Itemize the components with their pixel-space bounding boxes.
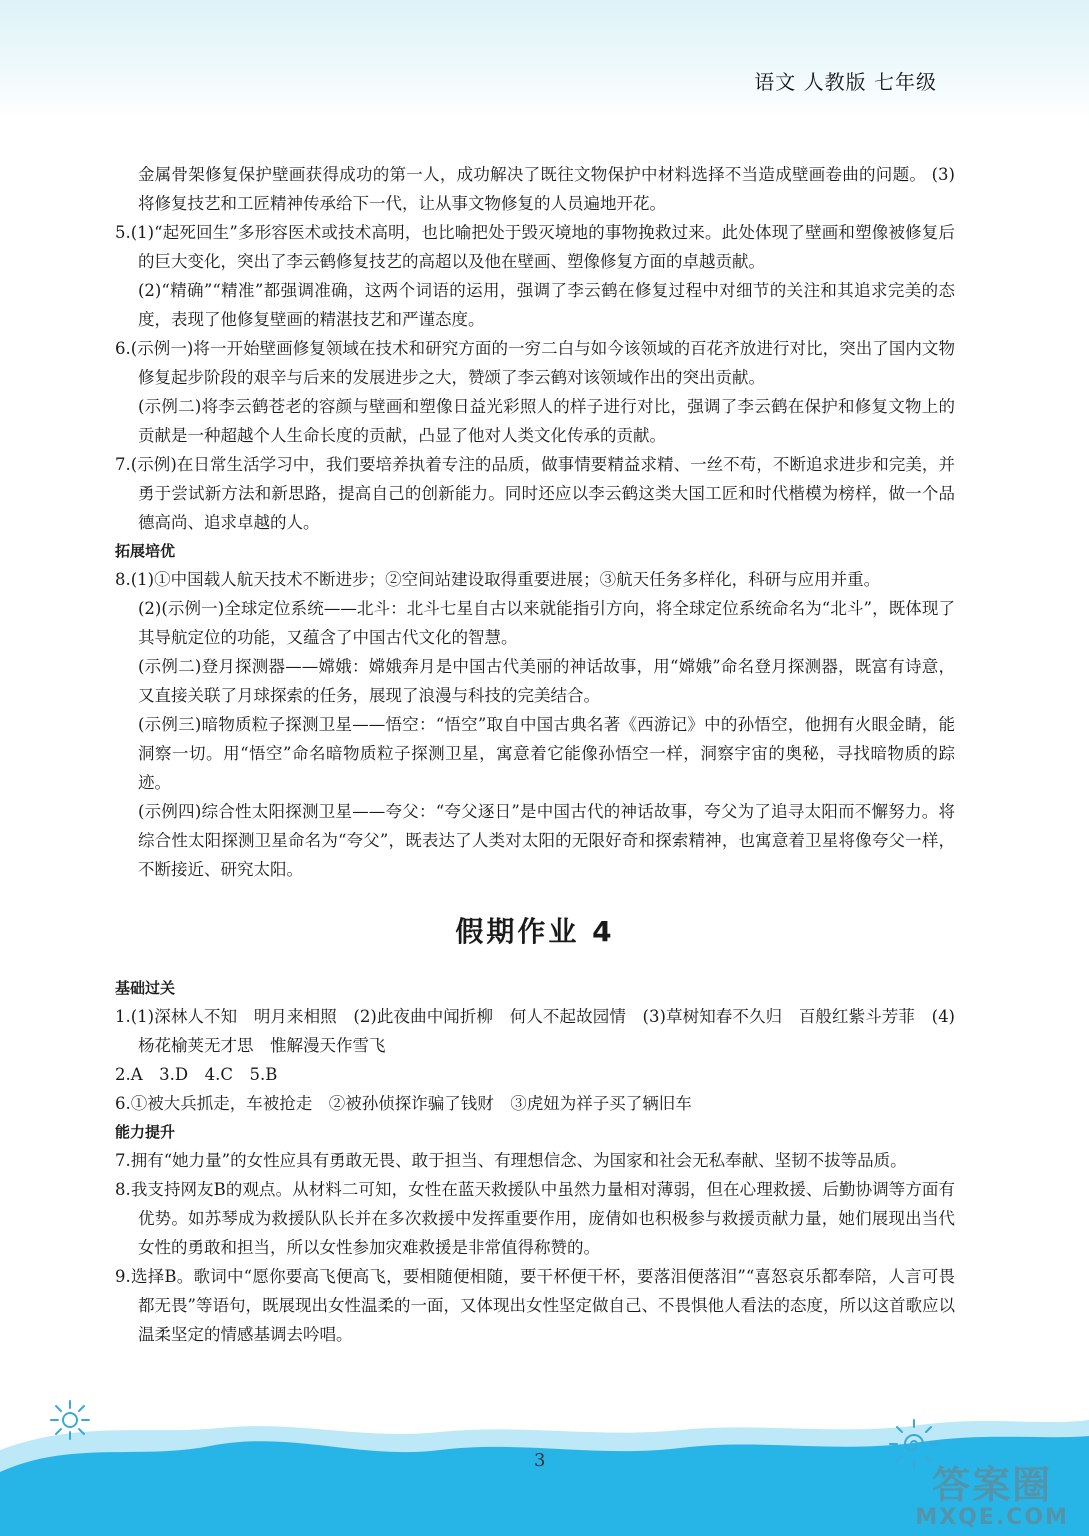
page-number: 3 [534, 1450, 546, 1471]
watermark-sub: MXQE.COM [915, 1505, 1069, 1530]
answer-q7: 7.(示例)在日常生活学习中，我们要培养执着专注的品质，做事情要精益求精、一丝不苟，不断追求进步和完美，并勇于尝试新方法和新思路，提高自己的创新能力。同时还应以李云鹤这类大国工匠和时代楷模为榜样，做一个品德高尚、追求卓越的人。 [115, 455, 955, 532]
answer-q6-2: (示例二)将李云鹤苍老的容颜与壁画和塑像日益光彩照人的样子进行对比，强调了李云鹤在保护和修复文物上的贡献是一种超越个人生命长度的贡献，凸显了他对人类文化传承的贡献。 [138, 397, 955, 445]
answer-h4-q7: 7.拥有“她力量”的女性应具有勇敢无畏、敢于担当、有理想信念、为国家和社会无私奉献、坚韧不拔等品质。 [115, 1151, 907, 1170]
watermark-main: 答案圈 [932, 1463, 1053, 1507]
answer-continuation: 金属骨架修复保护壁画获得成功的第一人，成功解决了既往文物保护中材料选择不当造成壁画卷曲的问题。 (3)将修复技艺和工匠精神传承给下一代，让从事文物修复的人员遍地开花。 [138, 165, 955, 213]
answer-q8-4: (示例三)暗物质粒子探测卫星——悟空：“悟空”取自中国古典名著《西游记》中的孙悟空，他拥有火眼金睛，能洞察一切。用“悟空”命名暗物质粒子探测卫星，寓意着它能像孙悟空一样，洞察宇宙的奥秘，寻找暗物质的踪迹。 [138, 715, 955, 792]
answer-h4-q9: 9.选择B。歌词中“愿你要高飞便高飞，要相随便相随，要干杯便干杯，要落泪便落泪”“喜怒哀乐都奉陪，人言可畏都无畏”等语句，既展现出女性温柔的一面，又体现出女性坚定做自己、不畏惧他人看法的态度，所以这首歌应以温柔坚定的情感基调去吟唱。 [115, 1267, 955, 1344]
section-heading-jichu: 基础过关 [115, 979, 176, 997]
page-content [115, 160, 955, 1349]
header-subject-label: 语文 人教版 七年级 [754, 70, 937, 94]
watermark [915, 1464, 1069, 1530]
sun-icon-left [48, 1398, 92, 1442]
answer-q8-5: (示例四)综合性太阳探测卫星——夸父：“夸父逐日”是中国古代的神话故事，夸父为了追寻太阳而不懈努力。将综合性太阳探测卫星命名为“夸父”，既表达了人类对太阳的无限好奇和探索精神，也寓意着卫星将像夸父一样，不断接近、研究太阳。 [138, 802, 955, 879]
page-title: 假期作业 4 [455, 915, 615, 948]
answer-q6-1: 6.(示例一)将一开始壁画修复领域在技术和研究方面的一穷二白与如今该领域的百花齐放进行对比，突出了国内文物修复起步阶段的艰辛与后来的发展进步之大，赞颂了李云鹤对该领域作出的突出贡献。 [115, 339, 955, 387]
answer-q8-3: (示例二)登月探测器——嫦娥：嫦娥奔月是中国古代美丽的神话故事，用“嫦娥”命名登月探测器，既富有诗意，又直接关联了月球探索的任务，展现了浪漫与科技的完美结合。 [138, 657, 955, 705]
answer-q5-2: (2)“精确”“精准”都强调准确，这两个词语的运用，强调了李云鹤在修复过程中对细节的关注和其追求完美的态度，表现了他修复壁画的精湛技艺和严谨态度。 [138, 281, 955, 329]
answer-q8-1: 8.(1)①中国载人航天技术不断进步；②空间站建设取得重要进展；③航天任务多样化，科研与应用并重。 [115, 570, 881, 589]
answer-h4-q1: 1.(1)深林人不知 明月来相照 (2)此夜曲中闻折柳 何人不起故园情 (3)草树知春不久归 百般红紫斗芳菲 (4)杨花榆荚无才思 惟解漫天作雪飞 [115, 1007, 955, 1055]
section-heading-tuozhan: 拓展培优 [115, 542, 176, 560]
header-band [0, 0, 1089, 120]
answer-h4-q2-5: 2.A 3.D 4.C 5.B [115, 1065, 278, 1084]
section-heading-nengli: 能力提升 [115, 1123, 176, 1141]
answer-q5-1: 5.(1)“起死回生”多形容医术或技术高明，也比喻把处于毁灭境地的事物挽救过来。此处体现了壁画和塑像被修复后的巨大变化，突出了李云鹤修复技艺的高超以及他在壁画、塑像修复方面的卓越贡献。 [115, 223, 955, 271]
answer-q8-2: (2)(示例一)全球定位系统——北斗：北斗七星自古以来就能指引方向，将全球定位系统命名为“北斗”，既体现了其导航定位的功能，又蕴含了中国古代文化的智慧。 [138, 599, 955, 647]
answer-h4-q8: 8.我支持网友B的观点。从材料二可知，女性在蓝天救援队中虽然力量相对薄弱，但在心理救援、后勤协调等方面有优势。如苏琴成为救援队队长并在多次救援中发挥重要作用，庞倩如也积极参与救援贡献力量，她们展现出当代女性的勇敢和担当，所以女性参加灾难救援是非常值得称赞的。 [115, 1180, 955, 1257]
answer-h4-q6: 6.①被大兵抓走，车被抢走 ②被孙侦探诈骗了钱财 ③虎妞为祥子买了辆旧车 [115, 1094, 692, 1113]
